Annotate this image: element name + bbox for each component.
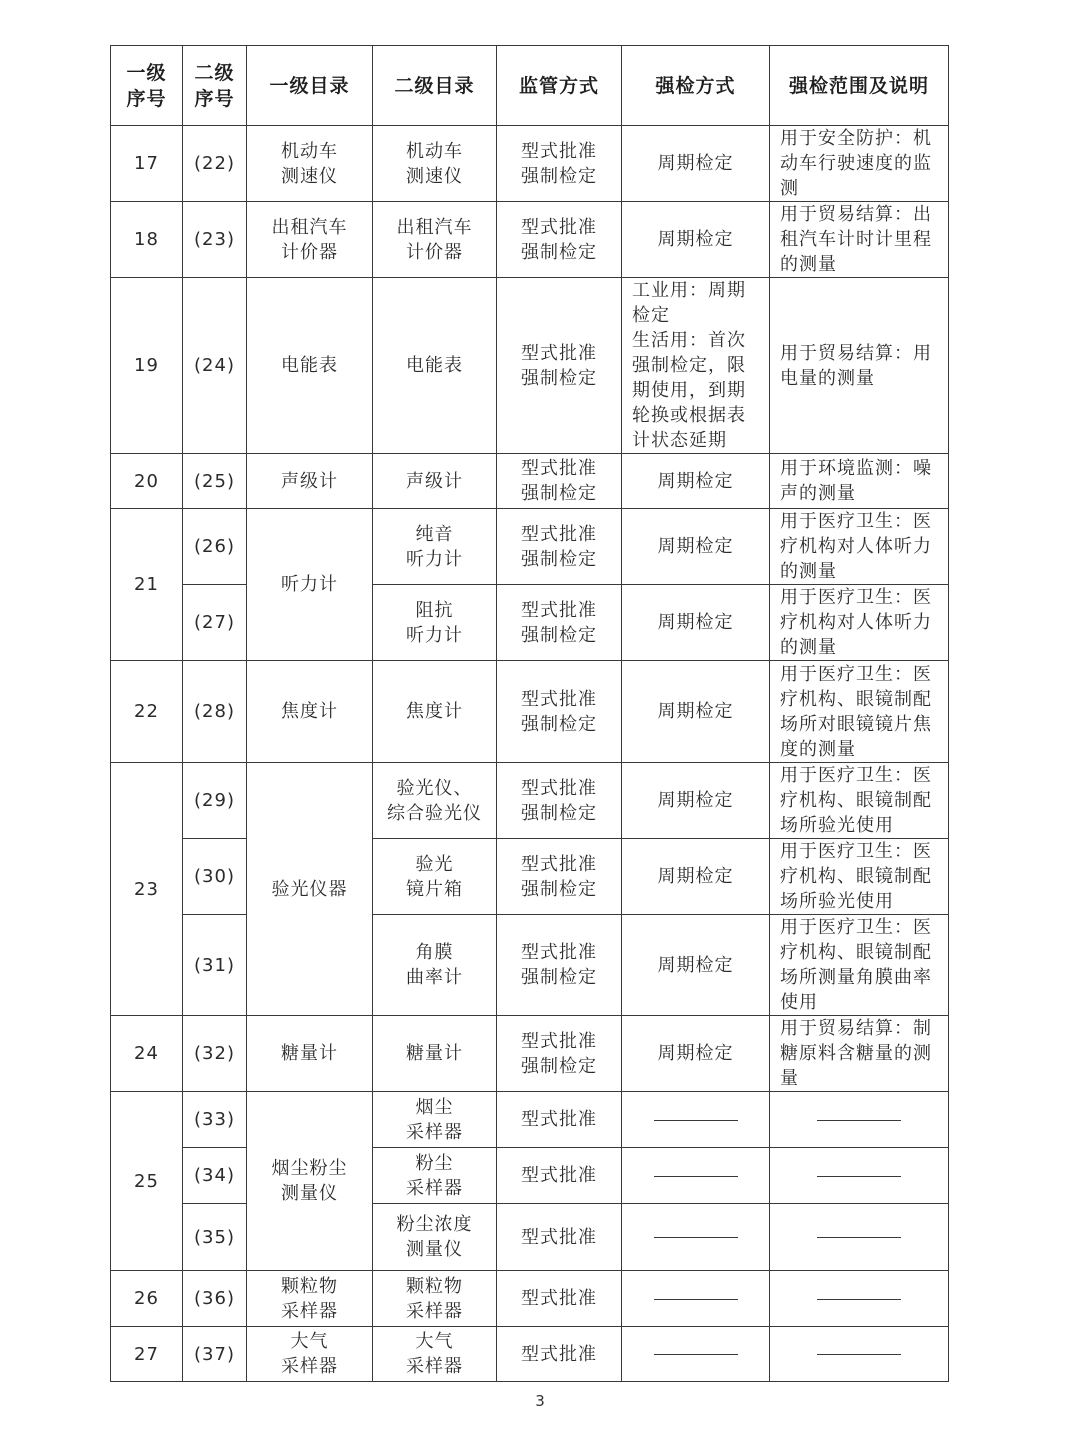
dash-line xyxy=(817,1354,901,1355)
table-row xyxy=(111,915,949,1016)
level1-no: 20 xyxy=(111,454,183,509)
inspection-mode: 周期检定 xyxy=(622,1016,770,1092)
level1-catalog: 大气 采样器 xyxy=(247,1327,373,1382)
supervision-mode: 型式批准 xyxy=(497,1148,622,1204)
header-level1-catalog: 一级目录 xyxy=(247,46,373,126)
inspection-mode: 周期检定 xyxy=(622,126,770,202)
level2-no: (25) xyxy=(183,454,247,509)
inspection-mode: 周期检定 xyxy=(622,763,770,839)
level2-no: (26) xyxy=(183,509,247,585)
inspection-mode-empty xyxy=(622,1327,770,1382)
level2-catalog: 纯音 听力计 xyxy=(373,509,497,585)
level1-catalog: 电能表 xyxy=(247,278,373,454)
level1-catalog: 糖量计 xyxy=(247,1016,373,1092)
table-row xyxy=(111,1092,949,1148)
inspection-scope: 用于医疗卫生：医疗机构对人体听力的测量 xyxy=(770,585,949,661)
inspection-scope: 用于医疗卫生：医疗机构、眼镜制配场所验光使用 xyxy=(770,763,949,839)
dash-line xyxy=(654,1354,738,1355)
dash-line xyxy=(654,1120,738,1121)
level2-no: (27) xyxy=(183,585,247,661)
supervision-mode: 型式批准 强制检定 xyxy=(497,661,622,763)
inspection-scope: 用于医疗卫生：医疗机构、眼镜制配场所测量角膜曲率使用 xyxy=(770,915,949,1016)
header-row xyxy=(111,46,949,126)
level1-no: 26 xyxy=(111,1271,183,1327)
table-row xyxy=(111,585,949,661)
supervision-mode: 型式批准 强制检定 xyxy=(497,1016,622,1092)
level2-no: (36) xyxy=(183,1271,247,1327)
table-row xyxy=(111,126,949,202)
level2-catalog: 阻抗 听力计 xyxy=(373,585,497,661)
inspection-mode: 周期检定 xyxy=(622,915,770,1016)
level1-no: 21 xyxy=(111,509,183,661)
level2-catalog: 颗粒物 采样器 xyxy=(373,1271,497,1327)
supervision-mode: 型式批准 强制检定 xyxy=(497,454,622,509)
level2-no: (33) xyxy=(183,1092,247,1148)
supervision-mode: 型式批准 强制检定 xyxy=(497,585,622,661)
level2-catalog: 电能表 xyxy=(373,278,497,454)
level2-no: (35) xyxy=(183,1204,247,1271)
header-level1-no: 一级 序号 xyxy=(111,46,183,126)
inspection-mode: 周期检定 xyxy=(622,202,770,278)
level2-catalog: 机动车 测速仪 xyxy=(373,126,497,202)
inspection-scope-empty xyxy=(770,1148,949,1204)
inspection-mode: 周期检定 xyxy=(622,454,770,509)
table-row xyxy=(111,1271,949,1327)
level2-no: (24) xyxy=(183,278,247,454)
level2-catalog: 验光仪、 综合验光仪 xyxy=(373,763,497,839)
dash-line xyxy=(654,1299,738,1300)
inspection-scope: 用于贸易结算：制糖原料含糖量的测量 xyxy=(770,1016,949,1092)
level2-no: (22) xyxy=(183,126,247,202)
level2-catalog: 声级计 xyxy=(373,454,497,509)
inspection-scope: 用于医疗卫生：医疗机构、眼镜制配场所对眼镜镜片焦度的测量 xyxy=(770,661,949,763)
level2-catalog: 烟尘 采样器 xyxy=(373,1092,497,1148)
inspection-mode-empty xyxy=(622,1271,770,1327)
supervision-mode: 型式批准 强制检定 xyxy=(497,763,622,839)
supervision-mode: 型式批准 强制检定 xyxy=(497,915,622,1016)
level1-no: 17 xyxy=(111,126,183,202)
level1-catalog: 烟尘粉尘 测量仪 xyxy=(247,1092,373,1271)
inspection-scope-empty xyxy=(770,1092,949,1148)
inspection-scope: 用于医疗卫生：医疗机构对人体听力的测量 xyxy=(770,509,949,585)
supervision-mode: 型式批准 强制检定 xyxy=(497,839,622,915)
level2-no: (23) xyxy=(183,202,247,278)
supervision-mode: 型式批准 xyxy=(497,1204,622,1271)
inspection-mode: 周期检定 xyxy=(622,509,770,585)
level1-no: 25 xyxy=(111,1092,183,1271)
level1-catalog: 颗粒物 采样器 xyxy=(247,1271,373,1327)
level2-catalog: 粉尘浓度 测量仪 xyxy=(373,1204,497,1271)
supervision-mode: 型式批准 xyxy=(497,1327,622,1382)
inspection-mode: 周期检定 xyxy=(622,661,770,763)
level1-catalog: 机动车 测速仪 xyxy=(247,126,373,202)
table-row xyxy=(111,454,949,509)
inspection-scope: 用于医疗卫生：医疗机构、眼镜制配场所验光使用 xyxy=(770,839,949,915)
header-inspection-mode: 强检方式 xyxy=(622,46,770,126)
table-row xyxy=(111,839,949,915)
table-row xyxy=(111,763,949,839)
inspection-scope: 用于安全防护：机动车行驶速度的监测 xyxy=(770,126,949,202)
dash-line xyxy=(817,1299,901,1300)
table-row xyxy=(111,1204,949,1271)
level2-no: (37) xyxy=(183,1327,247,1382)
inspection-mode-empty xyxy=(622,1148,770,1204)
level2-no: (28) xyxy=(183,661,247,763)
inspection-mode-empty xyxy=(622,1092,770,1148)
level1-no: 24 xyxy=(111,1016,183,1092)
supervision-mode: 型式批准 xyxy=(497,1092,622,1148)
dash-line xyxy=(817,1176,901,1177)
level1-no: 18 xyxy=(111,202,183,278)
level2-no: (34) xyxy=(183,1148,247,1204)
dash-line xyxy=(654,1237,738,1238)
level1-catalog: 听力计 xyxy=(247,509,373,661)
inspection-mode: 周期检定 xyxy=(622,585,770,661)
table-row xyxy=(111,1148,949,1204)
level2-no: (31) xyxy=(183,915,247,1016)
table-row xyxy=(111,1327,949,1382)
inspection-mode-empty xyxy=(622,1204,770,1271)
level2-catalog: 大气 采样器 xyxy=(373,1327,497,1382)
level1-no: 23 xyxy=(111,763,183,1016)
dash-line xyxy=(817,1237,901,1238)
level2-no: (30) xyxy=(183,839,247,915)
inspection-scope-empty xyxy=(770,1327,949,1382)
level1-catalog: 验光仪器 xyxy=(247,763,373,1016)
supervision-mode: 型式批准 xyxy=(497,1271,622,1327)
inspection-scope-empty xyxy=(770,1271,949,1327)
header-level2-catalog: 二级目录 xyxy=(373,46,497,126)
regulation-table xyxy=(110,45,949,1382)
table-row xyxy=(111,202,949,278)
level2-catalog: 角膜 曲率计 xyxy=(373,915,497,1016)
level2-catalog: 出租汽车 计价器 xyxy=(373,202,497,278)
supervision-mode: 型式批准 强制检定 xyxy=(497,509,622,585)
level2-catalog: 糖量计 xyxy=(373,1016,497,1092)
level1-catalog: 焦度计 xyxy=(247,661,373,763)
level2-no: (29) xyxy=(183,763,247,839)
level1-no: 27 xyxy=(111,1327,183,1382)
level2-catalog: 验光 镜片箱 xyxy=(373,839,497,915)
inspection-mode: 工业用：周期检定 生活用：首次强制检定，限期使用，到期轮换或根据表计状态延期 xyxy=(622,278,770,454)
level2-no: (32) xyxy=(183,1016,247,1092)
header-supervision-mode: 监管方式 xyxy=(497,46,622,126)
supervision-mode: 型式批准 强制检定 xyxy=(497,126,622,202)
supervision-mode: 型式批准 强制检定 xyxy=(497,202,622,278)
dash-line xyxy=(654,1176,738,1177)
table-row xyxy=(111,661,949,763)
header-inspection-scope: 强检范围及说明 xyxy=(770,46,949,126)
inspection-mode: 周期检定 xyxy=(622,839,770,915)
dash-line xyxy=(817,1120,901,1121)
page-number: 3 xyxy=(535,1392,545,1410)
inspection-scope: 用于贸易结算：出租汽车计时计里程的测量 xyxy=(770,202,949,278)
header-level2-no: 二级 序号 xyxy=(183,46,247,126)
level1-no: 22 xyxy=(111,661,183,763)
inspection-scope-empty xyxy=(770,1204,949,1271)
inspection-scope: 用于环境监测：噪声的测量 xyxy=(770,454,949,509)
level1-catalog: 声级计 xyxy=(247,454,373,509)
level1-no: 19 xyxy=(111,278,183,454)
table-row xyxy=(111,1016,949,1092)
table-row xyxy=(111,278,949,454)
supervision-mode: 型式批准 强制检定 xyxy=(497,278,622,454)
level1-catalog: 出租汽车 计价器 xyxy=(247,202,373,278)
inspection-scope: 用于贸易结算：用电量的测量 xyxy=(770,278,949,454)
level2-catalog: 焦度计 xyxy=(373,661,497,763)
table-row xyxy=(111,509,949,585)
level2-catalog: 粉尘 采样器 xyxy=(373,1148,497,1204)
